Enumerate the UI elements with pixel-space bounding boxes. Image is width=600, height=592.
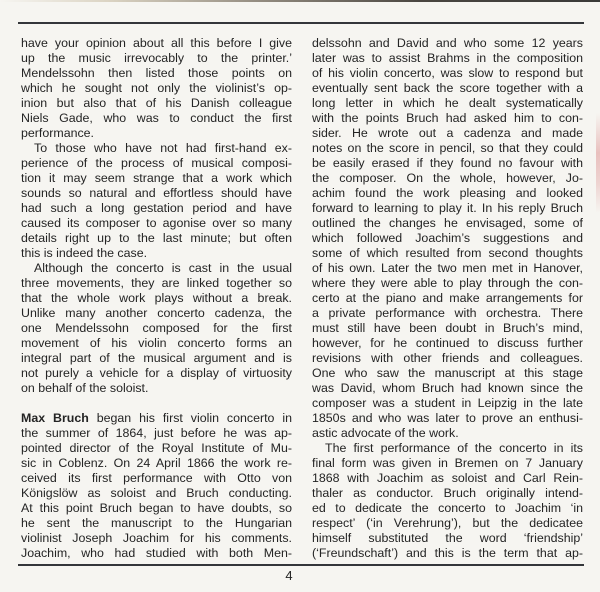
text-line: Niels Gade, who was to conduct the first bbox=[21, 111, 292, 125]
text-line: this is indeed the case. bbox=[21, 246, 148, 260]
text-line: movement of his violin concerto forms an bbox=[21, 336, 292, 350]
text-line: One who saw the manuscript at this stage bbox=[312, 366, 583, 380]
text-line: The first performance of the concerto in its bbox=[325, 441, 583, 455]
text-line: (‘Freundschaft’) and this is the term that ap- bbox=[312, 546, 583, 560]
text-line: he sent the manuscript to the Hungarian bbox=[21, 516, 292, 530]
text-line: on behalf of the soloist. bbox=[21, 381, 149, 395]
text-line: ceived its first performance with Otto von bbox=[21, 471, 292, 485]
text-line: final form was given in Bremen on 7 January bbox=[312, 456, 583, 470]
paragraph bbox=[21, 141, 292, 261]
text-line: caused its composer to agonise over so many bbox=[21, 216, 292, 230]
text-line: three movements, they are linked together so bbox=[21, 276, 292, 290]
text-line: certo at the piano and make arrangements for bbox=[312, 291, 583, 305]
text-line: tion it may seem strange that a work which bbox=[21, 171, 292, 185]
text-line: himself substituted the word ‘friendship’ bbox=[312, 531, 583, 545]
text-line: sic in Coblenz. On 24 April 1866 the work re- bbox=[21, 456, 292, 470]
text-line: Unlike many another concerto cadenza, the bbox=[21, 306, 292, 320]
text-line: astic advocate of the work. bbox=[312, 426, 459, 440]
text-line: Königslöw as soloist and Bruch conducting. bbox=[21, 486, 292, 500]
text-line: achim found the work pleasing and looked bbox=[312, 186, 583, 200]
text-line: notes on the score in pencil, so that they could bbox=[312, 141, 583, 155]
paragraph bbox=[312, 36, 583, 441]
text-line: however, for he continued to discuss further bbox=[312, 336, 583, 350]
text-line: To those who have not had first-hand ex- bbox=[34, 141, 292, 155]
text-line: a private performance with orchestra. There bbox=[312, 306, 583, 320]
text-line: integral part of the musical argument and is bbox=[21, 351, 292, 365]
text-line: 1868 with Joachim as soloist and Carl Rein- bbox=[312, 471, 583, 485]
text-line: Mendelssohn then listed those points on bbox=[21, 66, 292, 80]
text-line: the summer of 1864, just before he was ap- bbox=[21, 426, 292, 440]
text-line: Max Bruch began his first violin concerto in bbox=[21, 411, 292, 425]
text-line: Although the concerto is cast in the usual bbox=[34, 261, 292, 275]
text-line: not purely a vehicle for a display of virtuosity bbox=[21, 366, 292, 380]
text-line: which followed Joachim’s suggestions and bbox=[312, 231, 583, 245]
text-line: forward to learning to play it. In his reply Bruch bbox=[312, 201, 583, 215]
bottom-divider-rule bbox=[18, 564, 584, 566]
text-line: have your opinion about all this before I give bbox=[21, 36, 292, 50]
text-line: details right up to the last minute; but often bbox=[21, 231, 292, 245]
text-line: thaler as conductor. Bruch originally intend- bbox=[312, 486, 583, 500]
paragraph bbox=[312, 441, 583, 561]
text-line: some of which resulted from second thoughts bbox=[312, 246, 583, 260]
text-line: with the points Bruch had asked him to con- bbox=[312, 111, 583, 125]
text-line: perience of the process of musical composi- bbox=[21, 156, 292, 170]
text-line: of his violin concerto, was slow to respond but bbox=[312, 66, 583, 80]
paragraph bbox=[21, 261, 292, 396]
text-line: pointed director of the Royal Institute of Mu- bbox=[21, 441, 292, 455]
text-line: sider. He wrote out a cadenza and made bbox=[312, 126, 583, 140]
text-line: long letter in which he dealt systematically bbox=[312, 96, 583, 110]
bold-lead: Max Bruch bbox=[21, 411, 89, 425]
text-line: which he sought not only the violinist’s op- bbox=[21, 81, 292, 95]
text-line: 1850s and who was later to prove an enthusi- bbox=[312, 411, 583, 425]
text-line: the composer. On the whole, however, Jo- bbox=[312, 171, 583, 185]
text-line: revisions with other friends and colleagues. bbox=[312, 351, 583, 365]
text-line: be easily erased if they found no favour with bbox=[312, 156, 583, 170]
text-line: had such a long gestation period and have bbox=[21, 201, 292, 215]
text-line: of his own. Later the two men met in Hanover, bbox=[312, 261, 583, 275]
text-line: At this point Bruch began to have doubts, so bbox=[21, 501, 292, 515]
page-top-edge-artifact bbox=[0, 0, 600, 2]
text-line: must still have been doubt in Bruch’s mind, bbox=[312, 321, 583, 335]
scan-artifact bbox=[596, 113, 600, 213]
text-line: that the whole work plays without a break. bbox=[21, 291, 292, 305]
text-line: up the music irrevocably to the printer.’ bbox=[21, 51, 292, 65]
text-line: later was to assist Brahms in the composition bbox=[312, 51, 583, 65]
text-line: inion but also that of his Danish colleague bbox=[21, 96, 292, 110]
page-number: 4 bbox=[285, 568, 293, 583]
text-line: respect’ (‘in Verehrung’), but the dedicatee bbox=[312, 516, 583, 530]
text-line: eventually sent back the score together with a bbox=[312, 81, 583, 95]
right-column bbox=[312, 36, 583, 561]
text-line: ed to dedicate the concerto to Joachim ‘in bbox=[312, 501, 583, 515]
text-line: sounds so natural and effortless should have bbox=[21, 186, 292, 200]
text-line: was David, whom Bruch had known since the bbox=[312, 381, 583, 395]
text-line: delssohn and David and who some 12 years bbox=[312, 36, 583, 50]
top-divider-rule bbox=[18, 22, 584, 24]
text-line: performance. bbox=[21, 126, 95, 140]
text-line: where they were able to play through the con- bbox=[312, 276, 583, 290]
text-columns bbox=[21, 36, 583, 561]
paragraph bbox=[21, 411, 292, 561]
text-line: violinist Joseph Joachim for his comments. bbox=[21, 531, 292, 545]
paragraph bbox=[21, 36, 292, 141]
text-line: one Mendelssohn composed for the first bbox=[21, 321, 292, 335]
text-line: Joachim, who had studied with both Men- bbox=[21, 546, 292, 560]
text-line: composer was a student in Leipzig in the late bbox=[312, 396, 583, 410]
text-line: outlined the changes he envisaged, some of bbox=[312, 216, 583, 230]
left-column bbox=[21, 36, 292, 561]
